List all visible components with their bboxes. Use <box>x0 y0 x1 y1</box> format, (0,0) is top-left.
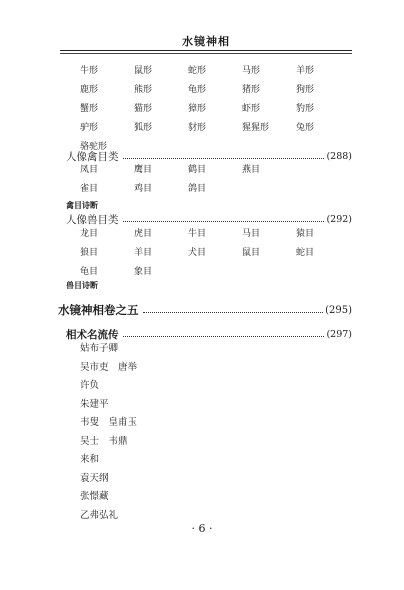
list-item: 凤目 <box>80 165 99 175</box>
list-item: 猫形 <box>134 104 153 114</box>
leader-dots <box>123 158 325 159</box>
list-item: 鹰目 <box>134 165 153 175</box>
animal-shape-grid <box>80 62 350 157</box>
list-item: 豹形 <box>296 104 315 114</box>
list-item: 熊形 <box>134 85 153 95</box>
list-item: 豺形 <box>188 123 207 133</box>
page-number: · 6 · <box>191 522 213 535</box>
leader-dots <box>123 221 325 222</box>
list-item: 猩猩形 <box>242 123 270 133</box>
list-item: 乙弗弘礼 <box>80 509 119 521</box>
toc-page: (295) <box>325 304 352 316</box>
toc-title: 水镜神相卷之五 <box>58 303 139 317</box>
list-item: 羊目 <box>134 248 153 258</box>
list-item: 燕目 <box>242 165 261 175</box>
subheading-bird-poem: 禽目诗断 <box>66 200 98 210</box>
list-item: 许负 <box>80 380 100 391</box>
list-item: 驴形 <box>80 123 99 133</box>
list-item: 狐形 <box>134 123 153 133</box>
list-item: 牛目 <box>188 229 207 239</box>
list-item: 马目 <box>242 229 261 239</box>
list-item: 吴士 韦鼎 <box>80 435 128 447</box>
bird-eyes-grid <box>80 161 296 199</box>
toc-title: 相术名流传 <box>66 329 119 341</box>
list-item: 猪形 <box>242 85 261 95</box>
list-item: 张憬藏 <box>80 491 109 502</box>
list-item: 马形 <box>242 66 261 76</box>
leader-dots <box>143 312 324 313</box>
list-item: 猿目 <box>296 229 315 239</box>
list-item: 鹤目 <box>188 165 207 175</box>
list-item: 狗形 <box>296 85 315 95</box>
list-item: 朱建平 <box>80 398 109 410</box>
list-item: 牛形 <box>80 66 99 76</box>
list-item: 吴市吏 唐举 <box>80 361 138 373</box>
subheading-beast-poem: 兽目诗断 <box>66 280 98 290</box>
list-item: 虾形 <box>242 104 261 114</box>
list-item: 鹿形 <box>80 85 99 95</box>
list-item: 獐形 <box>188 104 207 114</box>
list-item: 袁天纲 <box>80 472 109 484</box>
beast-eyes-grid <box>80 225 350 282</box>
running-header: 水镜神相 <box>182 35 230 48</box>
list-item: 鼠目 <box>242 248 261 258</box>
toc-page: (288) <box>326 151 352 162</box>
toc-title: 人像禽目类 <box>66 151 119 163</box>
list-item: 姑布子卿 <box>80 343 119 354</box>
list-item: 韦叟 皇甫玉 <box>80 417 138 428</box>
famous-names-list <box>80 340 137 525</box>
list-item: 骆驼形 <box>80 142 108 152</box>
list-item: 鸡目 <box>134 184 153 194</box>
list-item: 蛇形 <box>188 66 207 76</box>
list-item: 犬目 <box>188 248 207 258</box>
header-rule <box>60 50 352 51</box>
list-item: 来和 <box>80 454 100 465</box>
header-rule-thin <box>60 53 352 54</box>
list-item: 兔形 <box>296 123 315 133</box>
list-item: 龟形 <box>188 85 207 95</box>
list-item: 蟹形 <box>80 104 99 114</box>
list-item: 羊形 <box>296 66 315 76</box>
list-item: 蛇目 <box>296 248 315 258</box>
toc-entry-volume-five[interactable] <box>58 302 352 318</box>
list-item: 龟目 <box>80 267 99 277</box>
list-item: 鸽目 <box>188 184 207 194</box>
list-item: 虎目 <box>134 229 153 239</box>
list-item: 象目 <box>134 267 153 277</box>
list-item: 鼠形 <box>134 66 153 76</box>
toc-page: (297) <box>326 329 352 340</box>
list-item: 狼目 <box>80 248 99 258</box>
toc-page: (292) <box>326 214 352 225</box>
leader-dots <box>123 336 325 337</box>
toc-title: 人像兽目类 <box>66 214 119 226</box>
list-item: 龙目 <box>80 229 99 239</box>
list-item: 雀目 <box>80 184 99 194</box>
